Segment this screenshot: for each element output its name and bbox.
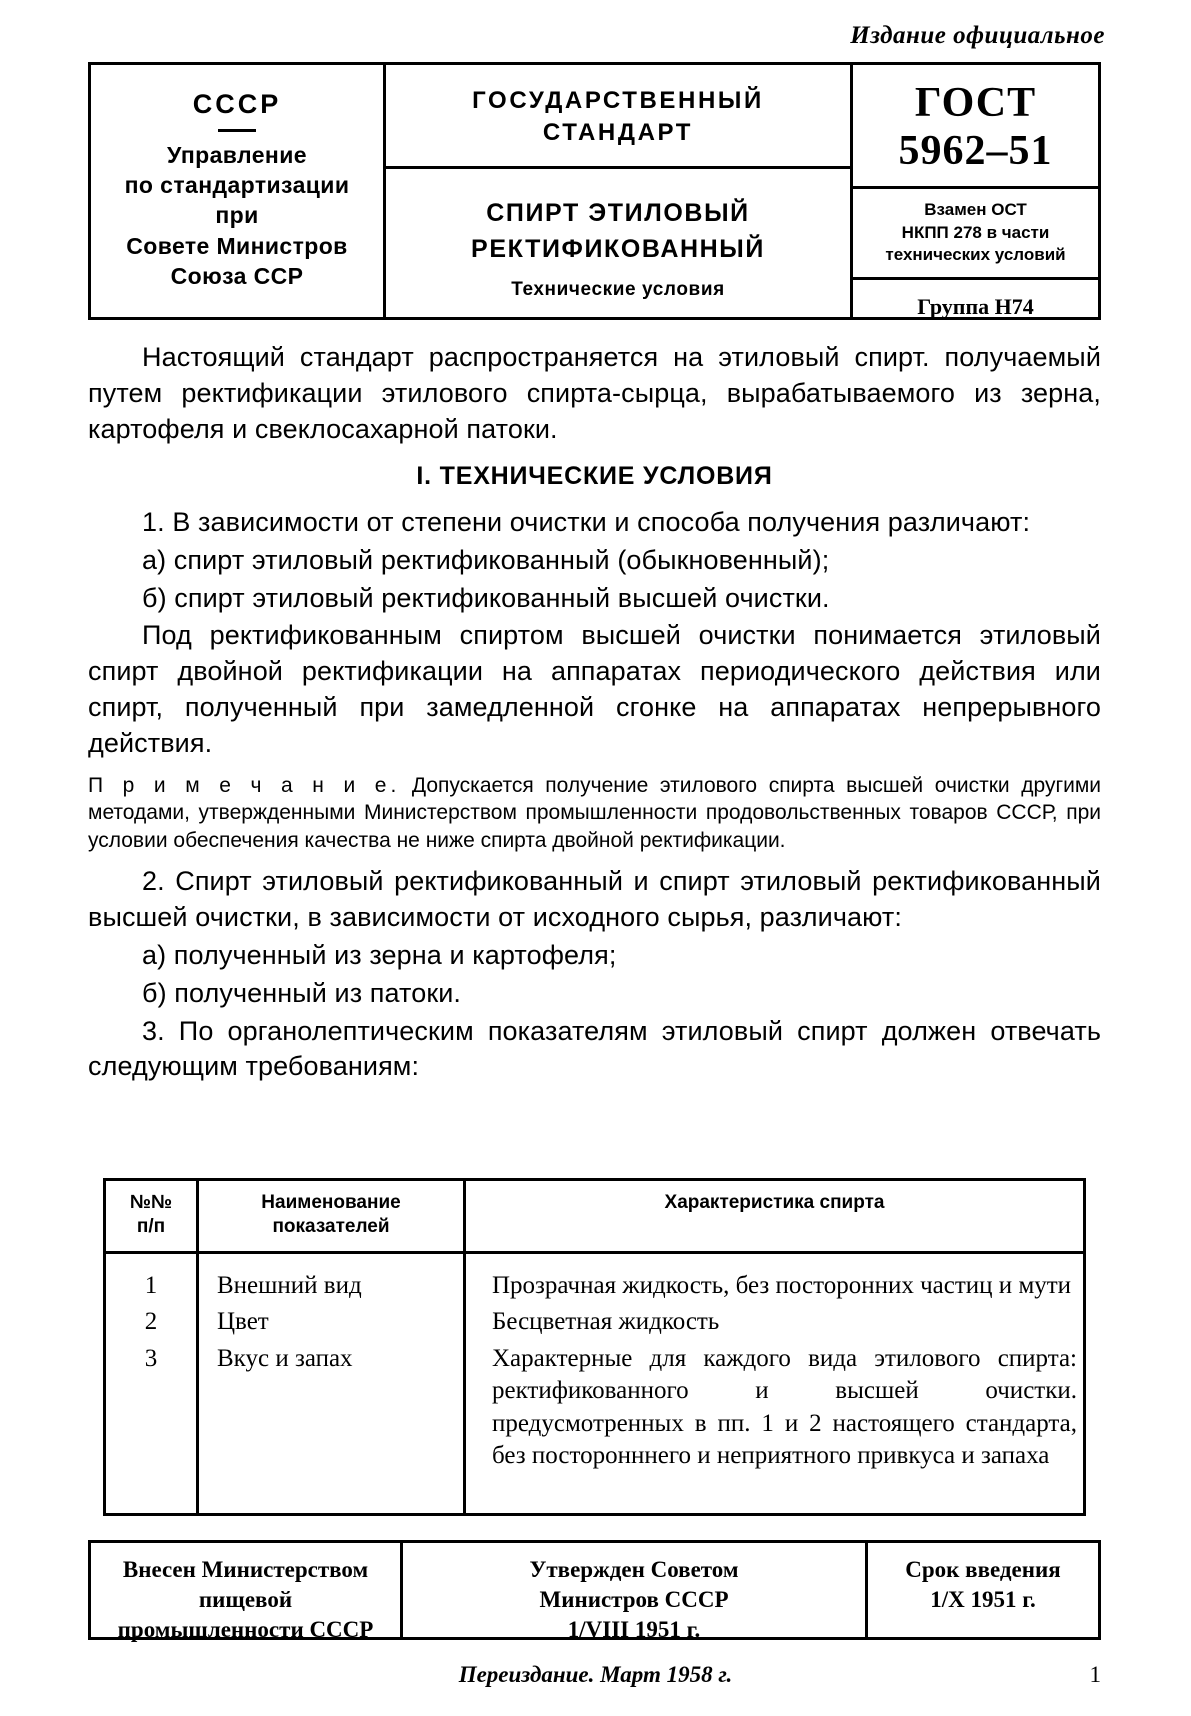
authority-line-4: Совете Министров xyxy=(126,232,348,259)
replaces-line-2: НКПП 278 в части xyxy=(901,222,1050,242)
header-issuing-authority xyxy=(91,65,386,317)
state-standard-title-line2: СТАНДАРТ xyxy=(542,119,694,147)
product-title-line1: СПИРТ ЭТИЛОВЫЙ xyxy=(486,198,750,227)
section-1-title: I. ТЕХНИЧЕСКИЕ УСЛОВИЯ xyxy=(416,461,773,490)
gost-label: ГОСТ xyxy=(914,80,1037,126)
header-cell-number xyxy=(106,1181,198,1252)
clause-2-item-b: б) полученный из патоки. xyxy=(142,977,462,1008)
cell-characteristic: Характерные для каждого вида этилового спирта: ректификованного и высшей очистки. предусмотренных в пп. 1 и 2 настоящего стандарта, без посторонннего и неприятного привкуса и запаха xyxy=(492,1344,1077,1469)
authority-line-3: при xyxy=(215,202,259,229)
header-name-line1: Наименование xyxy=(261,1192,401,1213)
gost-code-block xyxy=(853,65,1098,189)
clause-1: 1. В зависимости от степени очистки и способа получения различают: xyxy=(142,506,1031,537)
cell-number: 3 xyxy=(106,1341,198,1475)
organoleptic-requirements-table xyxy=(103,1178,1086,1516)
page-number: 1 xyxy=(1089,1662,1101,1687)
document-body xyxy=(88,340,1101,1087)
divider-rule xyxy=(218,129,256,132)
spacer-cell-name xyxy=(198,1475,465,1513)
authority-line-2: по стандартизации xyxy=(124,171,350,198)
clause-2-item-a: а) полученный из зерна и картофеля; xyxy=(142,939,617,970)
header-cell-characteristic: Характеристика спирта xyxy=(465,1181,1084,1252)
intro-paragraph: Настоящий стандарт распространяется на этиловый спирт. получаемый путем ректификации этилового спирта-сырца, вырабатываемого из зерна, картофеля и свеклосахарной патоки. xyxy=(88,342,1101,444)
clause-1-item-b: б) спирт этиловый ректификованный высшей очистки. xyxy=(142,582,830,613)
replaces-line-3: технических условий xyxy=(885,245,1066,265)
replaces-block xyxy=(853,189,1098,281)
footer-approved-by xyxy=(403,1543,868,1642)
group-code: Группа Н74 xyxy=(917,294,1034,320)
approved-line-1: Утвержден Советом xyxy=(529,1557,739,1582)
approved-line-2: Министров СССР xyxy=(539,1586,729,1612)
effective-line-2: 1/Х 1951 г. xyxy=(930,1586,1036,1612)
submitted-line-1: Внесен Министерством xyxy=(122,1557,369,1582)
note-paragraph xyxy=(88,772,1101,854)
official-edition-note: Издание официальное xyxy=(850,22,1105,49)
header-number-line1: №№ xyxy=(129,1192,173,1213)
table-header-row xyxy=(106,1181,1083,1252)
footer-submitted-by xyxy=(91,1543,403,1642)
clause-2: 2. Спирт этиловый ректификованный и спирт этиловый ректификованный высшей очистки, в зависимости от исходного сырья, различают: xyxy=(88,865,1101,932)
header-cell-name xyxy=(198,1181,465,1252)
authority-line-5: Союза ССР xyxy=(170,263,304,290)
effective-line-1: Срок введения xyxy=(905,1557,1061,1582)
clause-3: 3. По органолептическим показателям этиловый спирт должен отвечать следующим требованиям: xyxy=(88,1015,1101,1082)
reissue-note: Переиздание. Март 1958 г. xyxy=(458,1662,733,1687)
product-title-line2: РЕКТИФИКОВАННЫЙ xyxy=(471,235,765,264)
header-number-line2: п/п xyxy=(136,1215,166,1237)
header-name-line2: показателей xyxy=(272,1215,390,1237)
submitted-line-3: промышленности СССР xyxy=(117,1616,374,1642)
authority-line-1: Управление xyxy=(167,141,307,168)
submitted-line-2: пищевой xyxy=(198,1586,293,1612)
standard-header-table xyxy=(88,62,1101,320)
table-row xyxy=(106,1304,1083,1341)
note-text: Допускается получение этилового спирта высшей очистки другими методами, утвержденными Министерством промышленности продовольственных товаров СССР, при условии обеспечения качества не ниже спирта двойной ректификации. xyxy=(88,774,1101,852)
cell-name: Цвет xyxy=(198,1304,465,1341)
table-spacer-row xyxy=(106,1475,1083,1513)
spacer-cell-characteristic xyxy=(465,1475,1084,1513)
state-standard-title xyxy=(386,65,850,169)
note-label: П р и м е ч а н и е. xyxy=(88,774,401,798)
spacer-cell-number xyxy=(106,1475,198,1513)
cell-characteristic: Прозрачная жидкость, без посторонних частиц и мути xyxy=(492,1271,1072,1299)
replaces-line-1: Взамен ОСТ xyxy=(924,199,1027,219)
clause-1-item-a: а) спирт этиловый ректификованный (обыкновенный); xyxy=(142,544,830,575)
cell-name: Внешний вид xyxy=(198,1252,465,1304)
table-row xyxy=(106,1341,1083,1475)
cell-characteristic: Бесцветная жидкость xyxy=(492,1308,720,1335)
approved-line-3: 1/VIII 1951 г. xyxy=(567,1616,701,1642)
state-standard-title-line1: ГОСУДАРСТВЕННЫЙ xyxy=(472,87,764,114)
cell-name: Вкус и запах xyxy=(198,1341,465,1475)
header-title-column xyxy=(386,65,853,317)
gost-number: 5962–51 xyxy=(898,128,1053,175)
footer-effective-date xyxy=(868,1543,1098,1637)
product-title-block xyxy=(386,169,850,317)
product-subtitle: Технические условия xyxy=(511,279,725,301)
country-label: СССР xyxy=(192,89,282,119)
header-code-column xyxy=(853,65,1098,320)
cell-number: 2 xyxy=(106,1304,198,1341)
rectified-definition-paragraph: Под ректификованным спиртом высшей очистки понимается этиловый спирт двойной ректификации на аппаратах периодического действия или спирт, полученный при замедленной сгонке на аппаратах непрерывного действия. xyxy=(88,620,1101,759)
approval-footer-table xyxy=(88,1540,1101,1640)
cell-number: 1 xyxy=(106,1252,198,1304)
table-row xyxy=(106,1252,1083,1304)
